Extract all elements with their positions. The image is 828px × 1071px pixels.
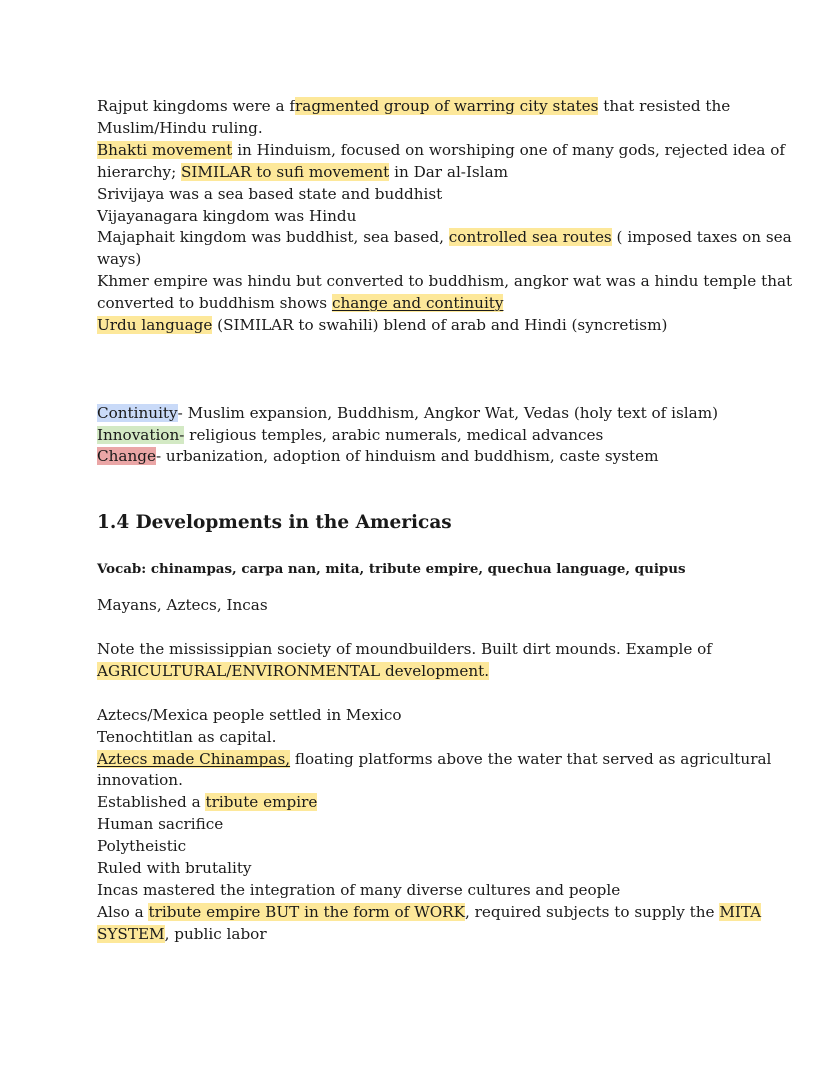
text-line: Vijayanagara kingdom was Hindu (97, 206, 357, 225)
text-run: in Dar al-Islam (389, 162, 509, 181)
continuity-line (97, 403, 737, 425)
text-line (97, 792, 737, 814)
text-line (97, 162, 737, 184)
text-line: Srivijaya was a sea based state and buddhist (97, 184, 443, 203)
text-line (97, 661, 737, 683)
change-line (97, 446, 737, 468)
notes-block-americas (97, 705, 772, 946)
section-heading: 1.4 Developments in the Americas (97, 512, 452, 534)
text-line: ways) (97, 250, 142, 269)
text-run: Rajput kingdoms were a f (97, 97, 296, 115)
text-line (97, 902, 762, 924)
text-run: - Muslim expansion, Buddhism, Angkor Wat, Vedas (holy text of islam) (177, 403, 719, 422)
text-line: Polytheistic (97, 837, 187, 856)
highlighted-text: MITA (719, 902, 762, 921)
text-run: , required subjects to supply the (464, 902, 720, 921)
text-run: that resisted the (598, 97, 731, 115)
highlighted-text: ragmented group of warring city states (295, 97, 599, 115)
continuity-label: Continuity (97, 403, 178, 422)
text-run: hierarchy; (97, 162, 182, 181)
text-run: converted to buddhism shows (97, 294, 332, 313)
highlighted-text: tribute empire BUT in the form of WORK (148, 902, 465, 921)
text-run: in Hinduism, focused on worshiping one of many gods, rejected idea of (232, 140, 785, 159)
highlighted-text: Aztecs made Chinampas, (97, 749, 291, 768)
text-line: Khmer empire was hindu but converted to buddhism, angkor wat was a hindu temple that (97, 272, 793, 291)
text-run: religious temples, arabic numerals, medical advances (184, 425, 604, 444)
text-run: ( imposed taxes on sea (611, 228, 792, 247)
highlighted-text: SIMILAR to sufi movement (181, 162, 390, 181)
text-line (97, 924, 737, 946)
text-line (97, 315, 737, 337)
cic-block (97, 403, 737, 469)
text-line: Mayans, Aztecs, Incas (97, 596, 268, 615)
text-line: Tenochtitlan as capital. (97, 727, 277, 746)
highlighted-text: tribute empire (205, 793, 318, 812)
text-run: Established a (97, 793, 206, 812)
text-line: innovation. (97, 771, 183, 790)
text-run: (SIMILAR to swahili) blend of arab and Hindi (syncretism) (212, 316, 668, 335)
text-line (97, 140, 785, 162)
highlighted-text: Bhakti movement (97, 140, 233, 159)
text-line: Note the mississippian society of moundbuilders. Built dirt mounds. Example of (97, 640, 712, 659)
highlighted-text: SYSTEM (97, 924, 165, 943)
text-line (97, 227, 792, 249)
innovation-label: Innovation- (97, 425, 185, 444)
text-run: - urbanization, adoption of hinduism and buddhism, caste system (155, 447, 659, 466)
text-run: Also a (97, 902, 149, 921)
text-line: Aztecs/Mexica people settled in Mexico (97, 705, 402, 724)
vocab-line: Vocab: chinampas, carpa nan, mita, tribute empire, quechua language, quipus (97, 561, 686, 578)
text-line: Incas mastered the integration of many diverse cultures and people (97, 881, 621, 900)
text-run: floating platforms above the water that served as agricultural (290, 749, 772, 768)
text-line: Ruled with brutality (97, 859, 252, 878)
highlighted-text: AGRICULTURAL/ENVIRONMENTAL development. (97, 661, 490, 680)
text-line (97, 96, 737, 118)
notes-block-asia (97, 96, 793, 337)
highlighted-text: change and continuity (331, 294, 504, 313)
highlighted-text: controlled sea routes (448, 228, 612, 247)
text-line: Muslim/Hindu ruling. (97, 118, 263, 137)
text-line: Human sacrifice (97, 815, 224, 834)
innovation-line (97, 425, 737, 447)
text-line (97, 749, 772, 771)
change-label: Change (97, 447, 156, 466)
text-line (97, 293, 737, 315)
text-run: , public labor (164, 924, 267, 943)
highlighted-text: Urdu language (97, 316, 213, 335)
text-run: Majaphait kingdom was buddhist, sea based, (97, 228, 449, 247)
document-page (97, 96, 793, 946)
